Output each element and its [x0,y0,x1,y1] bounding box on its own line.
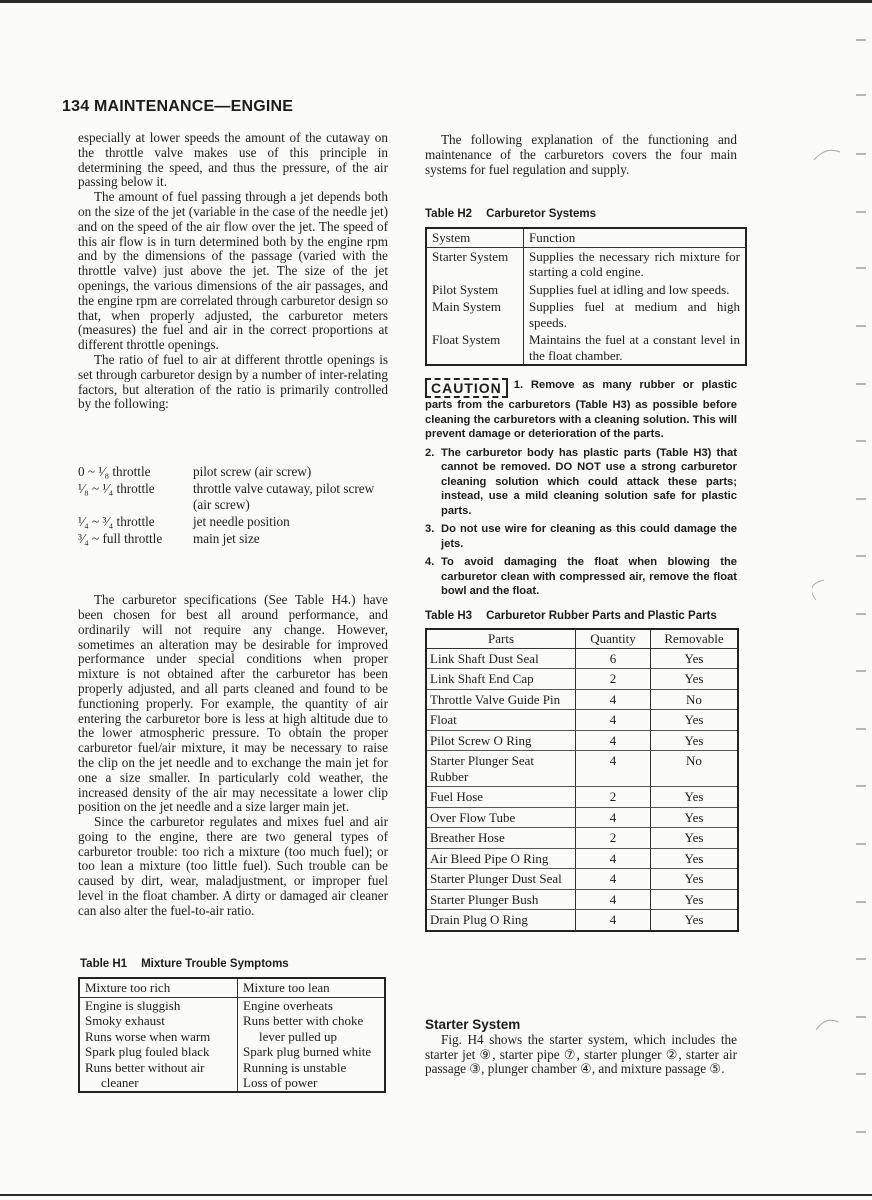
paragraph: The carburetor specifications (See Table H4.) have been chosen for best all around performance, and ordinarily will not require any change. However, sometimes an alteration may be desirable for improved performance under special conditions when proper mixture is not obtained after the carburetor has been properly adjusted, and all parts cleaned and found to be functioning properly. For example, the quantity of air entering the carburetor bore is less at high altitude due to the lower atmospheric pressure. To obtain the proper carburetor fuel/air mixture, it may be necessary to raise the clip on the jet needle and to exchange the main jet for one a size smaller. In particularly cold weather, the increased density of the air may necessitate a lower clip position on the jet needle and a size larger main jet. [78,592,388,815]
part-removable: Yes [651,669,739,690]
note-text: To avoid damaging the float when blowing the carburetor clean with compressed air, remove the float bowl and the float. [441,556,737,598]
throttle-control: pilot screw (air screw) [193,464,312,480]
table-h3-caption [425,609,737,624]
table-h2-caption [425,207,737,222]
paragraph: especially at lower speeds the amount of the cutaway on the throttle valve makes use of this principle in determining the speed, and thus the pressure, of the air passing below it. [78,130,388,190]
part-name: Link Shaft End Cap [426,669,576,690]
part-name: Breather Hose [426,828,576,849]
table-cell: Maintains the fuel at a constant level in the float chamber. [529,332,740,363]
part-removable: No [651,751,739,787]
rubber-plastic-parts-table [425,628,739,932]
table-row [426,910,738,931]
part-removable: No [651,689,739,710]
paragraph: The following explanation of the functioning and maintenance of the carburetors covers the four main systems for fuel regulation and supply. [425,132,737,177]
table-row [79,1075,385,1092]
table-row [426,869,738,890]
caution-note [425,555,737,599]
caution-note [425,446,737,519]
table-row [426,247,746,281]
table-row [426,281,746,299]
part-quantity: 6 [576,648,651,669]
table-title: Carburetor Rubber Parts and Plastic Parts [486,609,717,622]
mixture-trouble-table [78,977,386,1093]
table-row [426,751,738,787]
part-removable: Yes [651,787,739,808]
column-header: System [426,228,524,247]
part-removable: Yes [651,869,739,890]
table-cell: Loss of power [243,1075,318,1091]
part-removable: Yes [651,848,739,869]
column-header: Removable [651,629,739,648]
throttle-range: 0 ~ ¹⁄₈ throttle [78,464,151,480]
table-row [426,889,738,910]
table-cell-text: cleaner [101,1075,139,1091]
table-cell [238,1029,386,1045]
table-cell: Main System [426,298,524,331]
part-name: Throttle Valve Guide Pin [426,689,576,710]
part-removable: Yes [651,710,739,731]
note-number: 2. [425,446,435,459]
part-removable: Yes [651,889,739,910]
part-name: Pilot Screw O Ring [426,730,576,751]
carburetor-systems-table [425,227,747,366]
column-header: Mixture too lean [238,978,386,997]
note-number: 3. [425,523,435,536]
part-quantity: 4 [576,910,651,931]
table-cell: Spark plug burned white [243,1044,372,1060]
part-name: Float [426,710,576,731]
throttle-control: jet needle position [193,514,290,530]
caution-notes [425,378,737,599]
throttle-range-list [78,464,388,547]
table-cell-text: lever pulled up [259,1028,337,1044]
part-quantity: 4 [576,807,651,828]
table-cell: Supplies the necessary rich mixture for starting a cold engine. [529,248,740,280]
right-column [425,132,740,1077]
table-row [426,648,738,669]
table-row [426,730,738,751]
part-name: Starter Plunger Bush [426,889,576,910]
table-row [426,298,746,331]
part-removable: Yes [651,648,739,669]
section-heading: Starter System [425,1016,521,1032]
caution-note [425,522,737,551]
column-header: Function [524,228,747,247]
part-removable: Yes [651,828,739,849]
table-cell: Runs worse when warm [79,1029,238,1045]
table-row [426,689,738,710]
table-row [79,1044,385,1060]
left-column [78,131,388,1093]
table-row [426,848,738,869]
part-removable: Yes [651,730,739,751]
table-number: Table H1 [80,957,128,970]
part-quantity: 4 [576,710,651,731]
table-cell: Smoky exhaust [79,1013,238,1029]
part-quantity: 4 [576,730,651,751]
parts-table-body [426,648,738,931]
table-title: Mixture Trouble Symptoms [141,957,289,970]
caution-badge: CAUTION [425,378,508,398]
table-cell: Starter System [426,247,524,281]
table-row [426,787,738,808]
note-text: Do not use wire for cleaning as this could damage the jets. [441,523,737,550]
part-name: Starter Plunger Seat Rubber [426,751,576,787]
table-row [426,828,738,849]
caution-block [425,378,737,599]
paragraph: Since the carburetor regulates and mixes fuel and air going to the engine, there are two general types of carburetor trouble: too rich a mixture (too much fuel); or too lean a mixture (too little fuel). Such trouble can be caused by dirt, wear, maladjustment, or improper fuel level in the float chamber. A dirty or damaged air cleaner can also alter the fuel-to-air ratio. [78,814,388,918]
table-number: Table H2 [425,208,473,221]
caution-note [425,378,737,442]
part-name: Air Bleed Pipe O Ring [426,848,576,869]
part-name: Fuel Hose [426,787,576,808]
note-text: Remove as many rubber or plastic parts from the carburetors (Table H3) as possible before cleaning the carburetors with a cleaning solution. This will prevent damage or deterioration of the parts. [425,379,738,441]
table-cell [79,1075,238,1092]
part-quantity: 4 [576,848,651,869]
paragraph: The ratio of fuel to air at different throttle openings is set through carburetor design by a number of inter-relating factors, but alteration of the ratio is primarily controlled by the following: [78,351,388,412]
table-row [426,710,738,731]
part-name: Over Flow Tube [426,807,576,828]
table-row [426,807,738,828]
part-quantity: 4 [576,751,651,787]
throttle-range: ³⁄₄ ~ full throttle [78,531,163,547]
table-cell: Pilot System [426,281,524,299]
page-top-edge [0,0,872,3]
note-number: 4. [425,556,435,569]
table-title: Carburetor Systems [486,208,597,221]
part-removable: Yes [651,910,739,931]
column-header: Parts [426,629,576,648]
binder-margin-marks [812,0,872,1200]
table-cell: Engine is sluggish [79,997,238,1013]
table-row [426,331,746,365]
throttle-range: ¹⁄₄ ~ ³⁄₄ throttle [78,514,155,530]
page-number: 134 [62,98,90,115]
table-cell: Supplies fuel at idling and low speeds. [529,281,730,297]
note-text: The carburetor body has plastic parts (Table H3) that cannot be removed. DO NOT use a strong carburetor cleaning solution which could attack these parts; instead, use a mild cleaning solution safe for plastic parts. [441,446,737,517]
page-bottom-edge [0,1194,872,1196]
part-quantity: 2 [576,787,651,808]
table-row [79,1060,385,1076]
throttle-range: ¹⁄₈ ~ ¹⁄₄ throttle [78,481,155,497]
column-header: Quantity [576,629,651,648]
table-cell: Supplies fuel at medium and high speeds. [529,299,740,330]
part-name: Drain Plug O Ring [426,910,576,931]
page-header [62,98,293,116]
table-row [426,669,738,690]
paragraph: The amount of fuel passing through a jet depends both on the size of the jet (variable in the case of the needle jet) and on the speed of the air flow over the jet. The speed of this air flow is in turn determined both by the engine rpm and by the dimensions of the passage (varied with the throttle valve) just above the jet. The size of the jet openings, the various dimensions of the air passages, and the engine rpm are correlated through carburetor design so that, when properly adjusted, the carburetor meters (measures) the fuel and air in the correct proportions at different throttle openings. [78,189,388,353]
part-name: Link Shaft Dust Seal [426,648,576,669]
throttle-control: throttle valve cutaway, pilot screw (air screw) [193,481,375,513]
table-cell: Engine overheats [243,997,333,1013]
table-row [79,1013,385,1029]
part-name: Starter Plunger Dust Seal [426,869,576,890]
page-section-title: MAINTENANCE—ENGINE [93,98,294,115]
throttle-control: main jet size [193,531,260,547]
part-quantity: 2 [576,669,651,690]
note-number: 1. [513,379,524,392]
starter-system-section [425,1018,737,1077]
table-row [79,1029,385,1045]
table-cell: Float System [426,331,524,365]
table-number: Table H3 [425,609,473,622]
table-h1-caption [80,957,388,972]
table-cell: Runs better with choke [243,1013,364,1029]
part-quantity: 4 [576,689,651,710]
table-row [79,997,385,1013]
table-cell: Runs better without air [79,1060,238,1076]
part-quantity: 4 [576,889,651,910]
part-removable: Yes [651,807,739,828]
paragraph: Fig. H4 shows the starter system, which includes the starter jet ⑨, starter pipe ⑦, starter plunger ②, starter air passage ③, plunger chamber ④, and mixture passage ⑤. [425,1031,737,1077]
part-quantity: 4 [576,869,651,890]
column-header: Mixture too rich [79,978,238,997]
table-cell: Spark plug fouled black [79,1044,238,1060]
part-quantity: 2 [576,828,651,849]
table-cell: Running is unstable [243,1059,347,1075]
